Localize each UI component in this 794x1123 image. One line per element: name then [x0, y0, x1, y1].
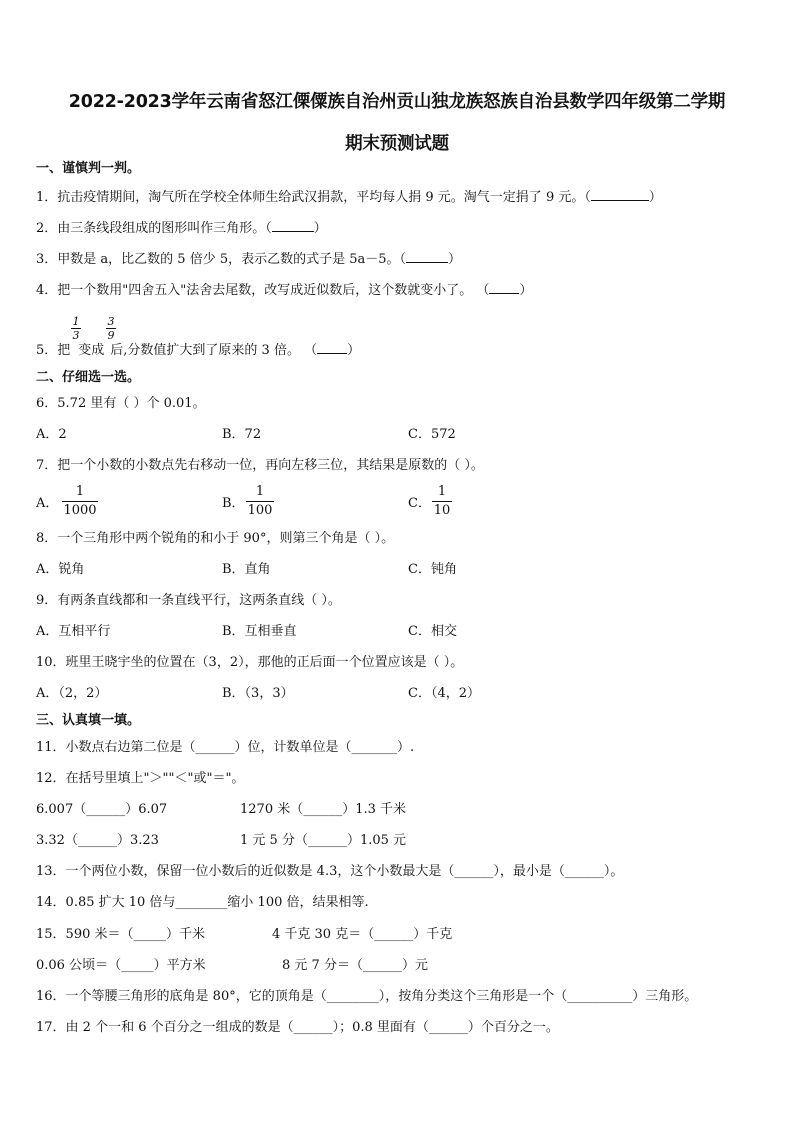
question-8: 8．一个三角形中两个锐角的和小于 90°，则第三个角是（ ）。 — [36, 531, 395, 546]
question-5-text-b: 变成 — [78, 343, 105, 358]
question-10-option-c[interactable]: C．（4，2） — [408, 686, 480, 701]
answer-blank[interactable] — [406, 250, 448, 263]
question-2: 2．由三条线段组成的图形叫作三角形。（ ） — [36, 221, 327, 236]
question-7-option-b-label[interactable]: B． — [222, 496, 245, 511]
question-11: 11．小数点右边第二位是（______）位，计数单位是（_______）. — [36, 740, 415, 755]
question-12-compare-b: 1270 米（______）1.3 千米 — [240, 802, 407, 817]
section-heading-judge: 一、谨慎判一判。 — [36, 161, 141, 176]
question-2-text: 2．由三条线段组成的图形叫作三角形。（ — [36, 221, 272, 236]
question-7: 7．把一个小数的小数点先右移动一位，再向左移三位，其结果是原数的（ ）。 — [36, 458, 484, 473]
answer-blank[interactable] — [591, 188, 649, 201]
fraction-one-third: 1 3 — [72, 315, 80, 342]
question-15-part-c: 0.06 公顷＝（_____）平方米 — [36, 958, 206, 973]
question-4-text: 4．把一个数用"四舍五入"法舍去尾数，改写成近似数后，这个数就变小了。 （ — [36, 283, 490, 298]
question-9-option-b[interactable]: B．互相垂直 — [222, 624, 297, 639]
question-10-option-a[interactable]: A．（2，2） — [36, 686, 108, 701]
question-4: 4．把一个数用"四舍五入"法舍去尾数，改写成近似数后，这个数就变小了。 （ ） — [36, 283, 533, 298]
answer-blank[interactable] — [272, 219, 314, 232]
exam-title-line2: 期末预测试题 — [345, 134, 449, 154]
question-16: 16．一个等腰三角形的底角是 80°，它的顶角是（________），按角分类这个三角形是一个（__________）三角形。 — [36, 989, 698, 1004]
question-8-option-b[interactable]: B．直角 — [222, 562, 271, 577]
section-heading-choose: 二、仔细选一选。 — [36, 370, 141, 385]
question-12-compare-c: 3.32（______）3.23 — [36, 833, 159, 848]
question-15-part-d: 8 元 7 分＝（______）元 — [282, 958, 428, 973]
question-12-compare-a: 6.007（______）6.07 — [36, 802, 168, 817]
question-9: 9．有两条直线都和一条直线平行，这两条直线（ ）。 — [36, 593, 341, 608]
question-1-text: 1．抗击疫情期间，淘气所在学校全体师生给武汉捐款，平均每人捐 9 元。淘气一定捐了 9 元。（ — [36, 190, 591, 205]
answer-blank[interactable] — [489, 281, 519, 294]
question-13: 13．一个两位小数，保留一位小数后的近似数是 4.3，这个小数最大是（______），最小是（______）。 — [36, 864, 624, 879]
question-9-option-a[interactable]: A．互相平行 — [36, 624, 111, 639]
question-6-option-c[interactable]: C．572 — [408, 427, 456, 442]
question-15-part-a: 15．590 米＝（_____）千米 — [36, 927, 205, 942]
question-15-part-b: 4 千克 30 克＝（______）千克 — [272, 927, 453, 942]
question-5: 5．把 变成 后,分数值扩大到了原来的 3 倍。 （ ） — [36, 343, 361, 358]
question-6-option-b[interactable]: B．72 — [222, 427, 262, 442]
question-5-text-c: 后,分数值扩大到了原来的 3 倍。 （ — [110, 343, 318, 358]
question-10: 10．班里王晓宇坐的位置在（3，2），那他的正后面一个位置应该是（ ）。 — [36, 655, 464, 670]
question-7-option-c-fraction[interactable]: 1 10 — [433, 484, 451, 518]
question-8-option-c[interactable]: C．钝角 — [408, 562, 457, 577]
question-5-text-a: 5．把 — [36, 343, 71, 358]
fraction-three-ninths: 3 9 — [107, 315, 115, 342]
question-3: 3．甲数是 a，比乙数的 5 倍少 5，表示乙数的式子是 5a－5。（ ） — [36, 252, 462, 267]
question-14: 14．0.85 扩大 10 倍与________缩小 100 倍，结果相等. — [36, 895, 369, 910]
question-17: 17．由 2 个一和 6 个百分之一组成的数是（______）；0.8 里面有（______）个百分之一。 — [36, 1020, 559, 1035]
question-6: 6．5.72 里有（ ）个 0.01。 — [36, 396, 206, 411]
question-9-option-c[interactable]: C．相交 — [408, 624, 457, 639]
question-7-option-a-fraction[interactable]: 1 1000 — [63, 484, 97, 518]
question-10-option-b[interactable]: B．（3，3） — [222, 686, 294, 701]
question-7-option-b-fraction[interactable]: 1 100 — [247, 484, 273, 518]
section-heading-fill: 三、认真填一填。 — [36, 713, 141, 728]
question-6-option-a[interactable]: A．2 — [36, 427, 67, 442]
question-1: 1．抗击疫情期间，淘气所在学校全体师生给武汉捐款，平均每人捐 9 元。淘气一定捐了 9 元。（ ） — [36, 190, 662, 205]
question-12: 12．在括号里填上"＞""＜"或"＝"。 — [36, 771, 245, 786]
question-7-option-a-label[interactable]: A． — [36, 496, 59, 511]
question-8-option-a[interactable]: A．锐角 — [36, 562, 85, 577]
question-12-compare-d: 1 元 5 分（______）1.05 元 — [240, 833, 407, 848]
question-3-text: 3．甲数是 a，比乙数的 5 倍少 5，表示乙数的式子是 5a－5。（ — [36, 252, 407, 267]
question-7-option-c-label[interactable]: C． — [408, 496, 431, 511]
answer-blank[interactable] — [317, 341, 347, 354]
exam-title-line1: 2022-2023学年云南省怒江傈僳族自治州贡山独龙族怒族自治县数学四年级第二学期 — [68, 92, 726, 112]
